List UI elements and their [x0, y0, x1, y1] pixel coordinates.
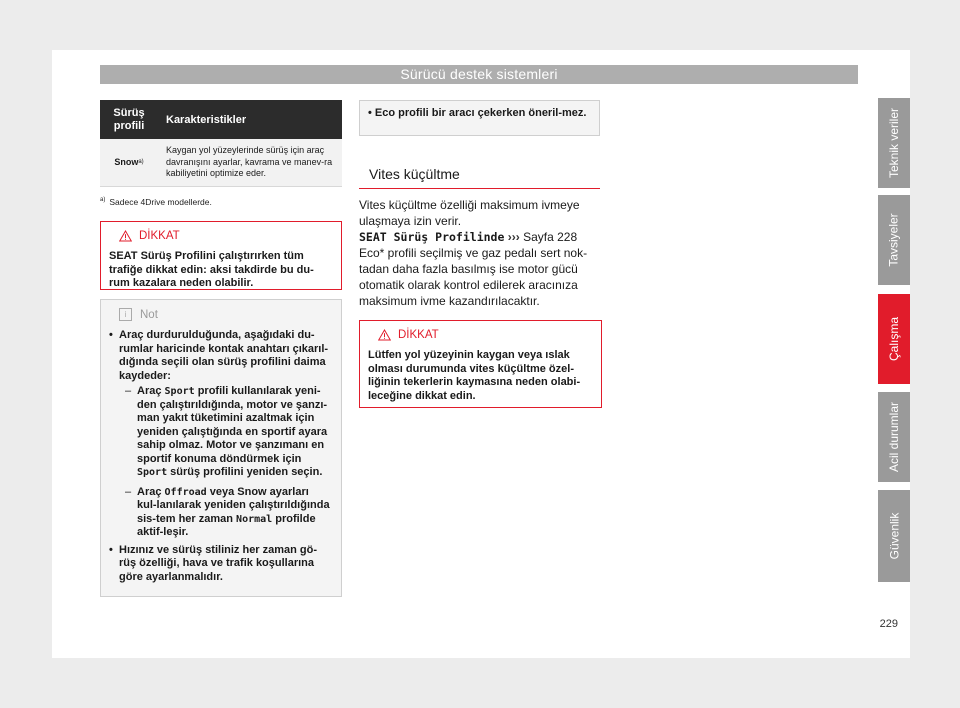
warning-box-downshift — [359, 320, 602, 408]
page-number: 229 — [879, 618, 898, 630]
dash-icon: – — [125, 485, 132, 498]
bullet-icon: • — [368, 107, 375, 119]
warning-triangle-icon — [378, 329, 391, 341]
list-item: • Hızınız ve sürüş stiliniz her zaman gö-rüş özelliği, hava ve trafik koşullarına göre ayarlanmalıdır. — [109, 543, 318, 583]
warning-box-profile — [100, 221, 342, 290]
column-header-profile: Sürüş profili — [113, 106, 145, 132]
page-header: Sürücü destek sistemleri — [100, 65, 858, 84]
warning-title: DİKKAT — [139, 230, 180, 242]
paragraph: Vites küçültme özelliği maksimum ivmeye ulaşmaya izin verir. — [359, 198, 580, 228]
paragraph: Eco* profili seçilmiş ve gaz pedalı sert nok-tadan daha fazla basılmış ise motor gücü otomatik olarak kontrol edilerek aracınıza maksimum ivme kazandırılacaktır. — [359, 246, 588, 308]
table-header — [100, 100, 342, 139]
driving-profile-table — [100, 100, 342, 187]
note-title: Not — [140, 308, 158, 321]
tab-guvenlik[interactable]: Güvenlik — [878, 490, 910, 582]
profile-name: Snow a) — [114, 157, 144, 168]
warning-triangle-icon — [119, 230, 132, 242]
page-link[interactable]: Sayfa 228 — [523, 230, 578, 244]
list-item: – Araç Sport profili kullanılarak yeni-den çalıştırıldığında, motor ve şanzı-man yakıt tüketimini azaltmak için yeniden çalıştığında en sportif ayara sahip olmaz. Motor ve şanzımanı en sportif konuma döndürmek için Sport sürüş profilini yeniden seçin. — [125, 385, 328, 478]
note-box — [100, 299, 342, 597]
eco-info-box: • Eco profili bir aracı çekerken öneril-mez. — [359, 100, 600, 136]
tab-teknik-veriler[interactable]: Teknik veriler — [878, 98, 910, 188]
tab-tavsiyeler[interactable]: Tavsiyeler — [878, 195, 910, 285]
table-footnote: $^{a)}$ Sadece 4Drive modellerde. — [100, 197, 212, 207]
bullet-icon: • — [109, 329, 113, 341]
dash-icon: – — [125, 385, 132, 397]
column-header-characteristics: Karakteristikler — [166, 113, 247, 126]
warning-text: Lütfen yol yüzeyinin kaygan veya ıslak olması durumunda vites küçültme özel-liğinin tekerlerin kaymasına neden olabi-leceğine dikkat edin. — [368, 349, 581, 402]
bullet-icon: • — [109, 543, 113, 556]
warning-text: SEAT Sürüş Profilini çalıştırırken tüm trafiğe dikkat edin: aksi takdirde bu du-rum kazalara neden olabilir. — [109, 250, 314, 289]
list-item: – Araç Offroad veya Snow ayarları kul-lanılarak yeniden çalıştırıldığında sis-tem her zaman Normal profilde aktif-leşir. — [125, 485, 330, 538]
table-row — [100, 139, 342, 187]
warning-title: DİKKAT — [398, 329, 439, 341]
info-icon: i — [119, 308, 132, 321]
tab-calisma[interactable]: Çalışma — [878, 294, 910, 384]
section-title: Vites küçültme — [359, 166, 600, 189]
profile-description: Kaygan yol yüzeylerinde sürüş için araç davranışını ayarlar, kavrama ve manev-ra kabiliyetini optimize eder. — [166, 145, 333, 178]
arrow-icon: ››› — [507, 230, 520, 244]
list-item: • Araç durdurulduğunda, aşağıdaki du-rumlar haricinde kontak anahtarı çıkarıl-dığında seçili olan sürüş profilini daima kaydeder: — [109, 329, 329, 382]
cross-reference: SEAT Sürüş Profilinde ››› Sayfa 228 — [359, 230, 578, 244]
tab-acil-durumlar[interactable]: Acil durumlar — [878, 392, 910, 482]
section-body — [359, 197, 604, 309]
